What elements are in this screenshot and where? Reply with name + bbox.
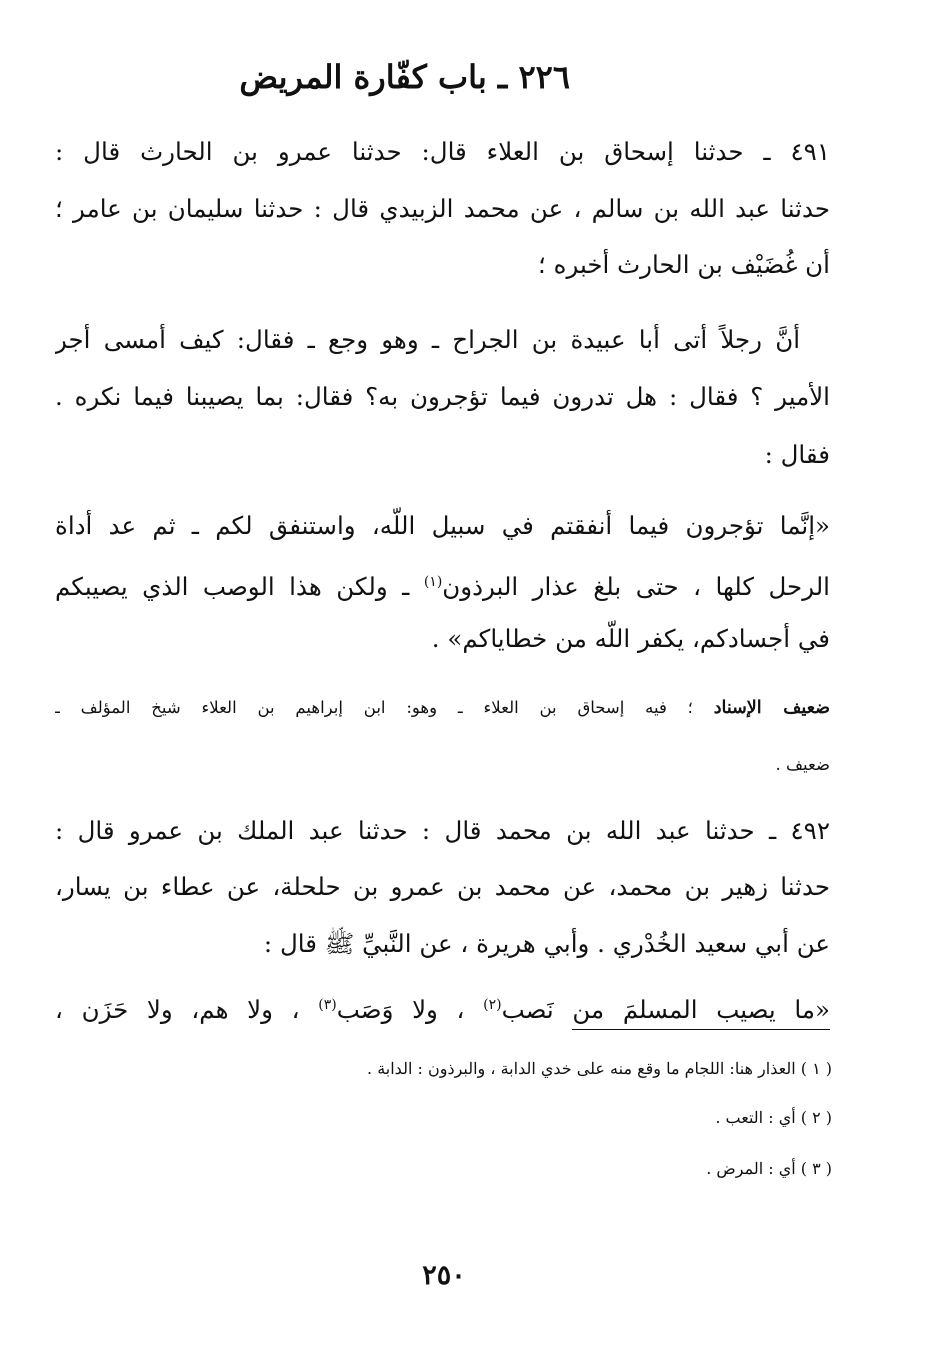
- footnote-ref-1: (١): [423, 574, 443, 590]
- quote-segment: ـ ولكن هذا الوصب الذي يصيبكم: [55, 572, 410, 602]
- quote-segment: ، ولا هم، ولا حَزَن ،: [55, 995, 300, 1025]
- hadith-491-quote-line-3: في أجسادكم، يكفر اللّه من خطاياكم» .: [431, 624, 830, 653]
- footnote-3: ( ٣ ) أي : المرض .: [706, 1159, 832, 1178]
- hadith-491-quote-line-1: «إنَّما تؤجرون فيما أنفقتم في سبيل اللّه، واستنفق لكم ـ ثم عد أداة: [55, 511, 830, 540]
- hadith-491-quote-line-2: [55, 562, 830, 607]
- quote-segment: ، ولا وَصَب: [336, 995, 465, 1025]
- hadith-491-matn-line-1: أنَّ رجلاً أتى أبا عبيدة بن الجراح ـ وهو وجع ـ فقال: كيف أمسى أجر: [55, 325, 800, 354]
- hadith-492-line-1: ٤٩٢ ـ حدثنا عبد الله بن محمد قال : حدثنا عبد الملك بن عمرو قال :: [55, 816, 830, 845]
- footnote-separator: [572, 1029, 830, 1030]
- footnote-2: ( ٢ ) أي : التعب .: [715, 1108, 832, 1127]
- grading-line: [55, 688, 830, 728]
- hadith-491-isnad-line-2: حدثنا عبد الله بن سالم ، عن محمد الزبيدي قال : حدثنا سليمان بن عامر ؛: [55, 194, 830, 223]
- page-number: ٢٥٠: [422, 1260, 466, 1291]
- hadith-491-matn-line-3: فقال :: [764, 440, 830, 469]
- quote-segment: «ما يصيب المسلمَ من نَصب: [501, 995, 830, 1025]
- quote-segment: الرحل كلها ، حتى بلغ عذار البرذون: [442, 572, 830, 602]
- hadith-492-line-4: [55, 985, 830, 1030]
- hadith-491-matn-line-2: الأمير ؟ فقال : هل تدرون فيما تؤجرون به؟ فقال: بما يصيبنا فيما نكره .: [55, 382, 830, 411]
- hadith-492-line-2: حدثنا زهير بن محمد، عن محمد بن عمرو بن حلحلة، عن عطاء بن يسار،: [55, 872, 830, 901]
- grading-end: ضعيف .: [775, 755, 830, 774]
- hadith-491-isnad-line-1: ٤٩١ ـ حدثنا إسحاق بن العلاء قال: حدثنا عمرو بن الحارث قال :: [55, 137, 830, 166]
- grading-label: ضعيف الإسناد: [713, 698, 830, 718]
- hadith-492-line-3: عن أبي سعيد الخُدْري . وأبي هريرة ، عن النَّبيِّ ﷺ قال :: [263, 929, 830, 958]
- footnote-ref-3: (٣): [318, 997, 337, 1013]
- footnote-1: ( ١ ) العذار هنا: اللجام ما وقع منه على خدي الدابة ، والبرذون : الدابة .: [367, 1059, 832, 1078]
- chapter-title: ٢٢٦ ـ باب كفّارة المريض: [239, 58, 570, 96]
- grading-text: ؛ فيه إسحاق بن العلاء ـ وهو: ابن إبراهيم بن العلاء شيخ المؤلف ـ: [55, 698, 693, 717]
- footnote-ref-2: (٢): [483, 997, 502, 1013]
- hadith-491-isnad-line-3: أن غُضَيْف بن الحارث أخبره ؛: [538, 250, 830, 279]
